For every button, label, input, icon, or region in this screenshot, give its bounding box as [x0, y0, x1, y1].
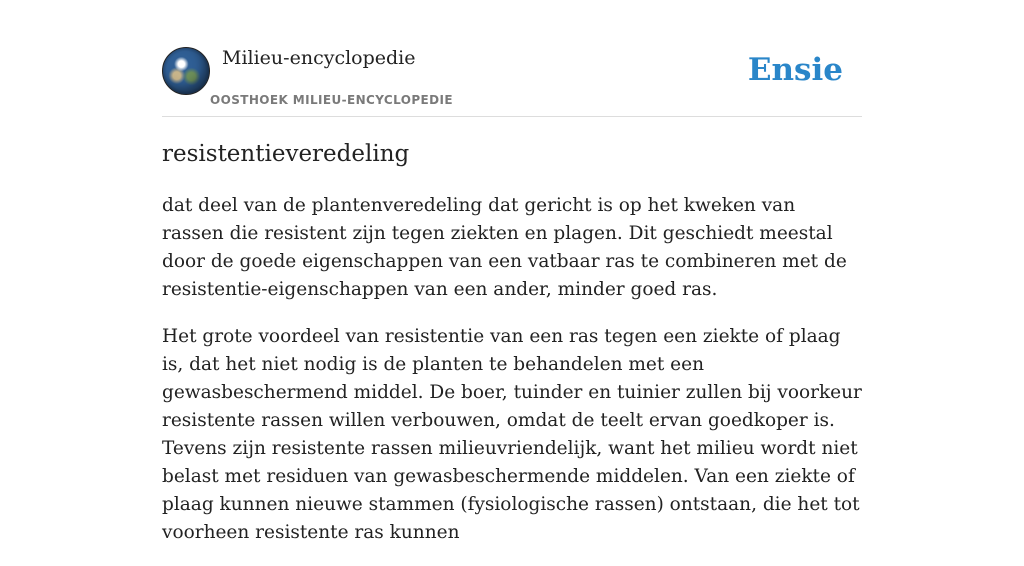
- brand-logo[interactable]: Ensie: [747, 52, 843, 88]
- site-header: [162, 46, 862, 117]
- article-paragraph: Het grote voordeel van resistentie van een ras tegen een ziekte of plaag is, dat het niet nodig is de planten te behandelen met een gewasbeschermend middel. De boer, tuinder en tuinier zullen bij voorkeur resistente rassen willen verbouwen, omdat de teelt ervan goedkoper is. Tevens zijn resistente rassen milieuvriendelijk, want het milieu wordt niet belast met residuen van gewasbeschermende middelen. Van een ziekte of plaag kunnen nieuwe stammen (fysiologische rassen) ontstaan, die het tot voorheen resistente ras kunnen: [162, 326, 862, 543]
- site-name[interactable]: Milieu-encyclopedie: [222, 47, 416, 69]
- earth-globe-icon[interactable]: [162, 47, 210, 95]
- article-title: resistentieveredeling: [162, 141, 410, 167]
- article-paragraph: dat deel van de plantenveredeling dat gericht is op het kweken van rassen die resistent zijn tegen ziekten en plagen. Dit geschiedt meestal door de goede eigenschappen van een vatbaar ras te combineren met de resistentie-eigenschappen van een ander, minder goed ras.: [162, 195, 847, 300]
- site-subtitle[interactable]: OOSTHOEK MILIEU-ENCYCLOPEDIE: [210, 93, 453, 107]
- article-body: [162, 192, 862, 566]
